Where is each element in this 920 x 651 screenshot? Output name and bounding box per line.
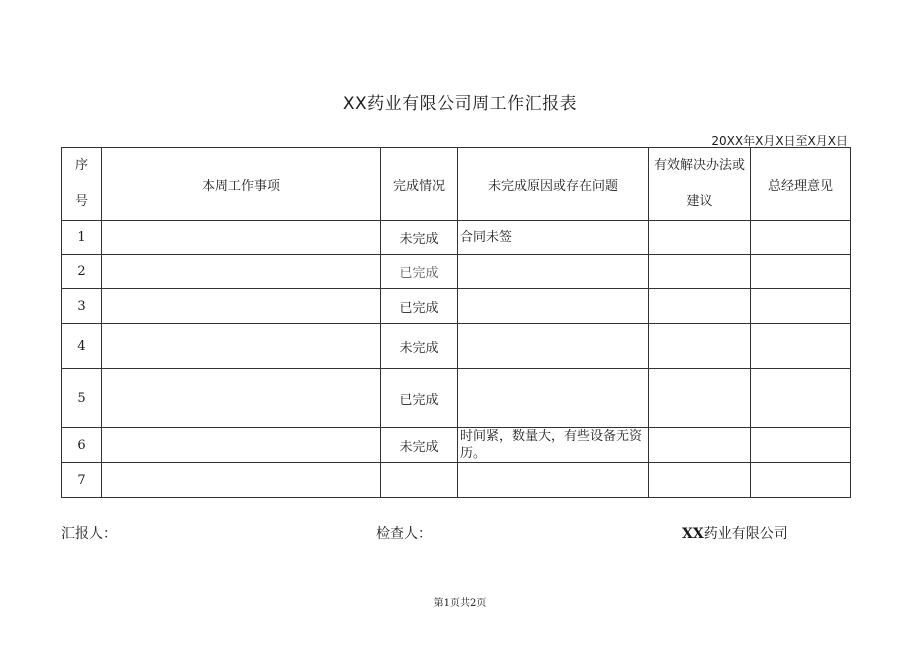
manager-cell[interactable] — [751, 324, 851, 369]
header-num-line1: 序 — [74, 158, 88, 173]
reason-cell[interactable] — [458, 369, 649, 428]
manager-cell[interactable] — [751, 221, 851, 255]
table-row — [62, 428, 851, 463]
status-cell[interactable]: 未完成 — [381, 324, 458, 369]
table-row — [62, 221, 851, 255]
page-number: 第1页共2页 — [433, 598, 487, 609]
reason-cell[interactable] — [458, 289, 649, 324]
reporter-label: 汇报人： — [61, 526, 117, 542]
header-solution-line1: 有效解决办法或 — [653, 158, 745, 173]
work-cell[interactable] — [102, 324, 381, 369]
row-num: 1 — [62, 221, 102, 255]
status-cell[interactable]: 已完成 — [381, 369, 458, 428]
status-cell[interactable]: 已完成 — [381, 255, 458, 289]
solution-cell[interactable] — [649, 221, 751, 255]
header-status: 完成情况 — [381, 148, 458, 221]
company-suffix: 药业有限公司 — [703, 526, 788, 542]
status-cell[interactable] — [381, 463, 458, 498]
report-table — [61, 147, 851, 498]
row-num: 3 — [62, 289, 102, 324]
status-cell[interactable]: 未完成 — [381, 428, 458, 463]
row-num: 7 — [62, 463, 102, 498]
date-range: 20XX年X月X日至X月X日 — [711, 134, 848, 148]
solution-cell[interactable] — [649, 289, 751, 324]
table-row — [62, 255, 851, 289]
status-cell[interactable]: 已完成 — [381, 289, 458, 324]
manager-cell[interactable] — [751, 289, 851, 324]
table-row — [62, 289, 851, 324]
header-manager: 总经理意见 — [751, 148, 851, 221]
work-cell[interactable] — [102, 289, 381, 324]
table-row — [62, 369, 851, 428]
manager-cell[interactable] — [751, 255, 851, 289]
reason-cell[interactable] — [458, 324, 649, 369]
table-row — [62, 463, 851, 498]
solution-cell[interactable] — [649, 255, 751, 289]
status-cell[interactable]: 未完成 — [381, 221, 458, 255]
header-num-line2: 号 — [74, 194, 88, 209]
solution-cell[interactable] — [649, 428, 751, 463]
work-cell[interactable] — [102, 369, 381, 428]
solution-cell[interactable] — [649, 324, 751, 369]
work-cell[interactable] — [102, 428, 381, 463]
reason-cell[interactable] — [458, 255, 649, 289]
work-cell[interactable] — [102, 221, 381, 255]
checker-label: 检查人： — [376, 526, 432, 542]
reason-cell[interactable] — [458, 463, 649, 498]
table-row — [62, 324, 851, 369]
manager-cell[interactable] — [751, 369, 851, 428]
work-cell[interactable] — [102, 463, 381, 498]
row-num: 4 — [62, 324, 102, 369]
reason-cell[interactable]: 时间紧，数量大，有些设备无资历。 — [458, 428, 649, 463]
row-num: 5 — [62, 369, 102, 428]
header-solution — [649, 148, 751, 221]
company-name — [682, 523, 788, 543]
manager-cell[interactable] — [751, 463, 851, 498]
page-title: XX药业有限公司周工作汇报表 — [342, 94, 578, 114]
header-reason: 未完成原因或存在问题 — [458, 148, 649, 221]
header-solution-line2: 建议 — [686, 194, 713, 209]
row-num: 6 — [62, 428, 102, 463]
reason-cell[interactable]: 合同未签 — [458, 221, 649, 255]
solution-cell[interactable] — [649, 463, 751, 498]
company-prefix: XX — [682, 526, 704, 542]
header-row — [62, 148, 851, 221]
manager-cell[interactable] — [751, 428, 851, 463]
header-num — [62, 148, 102, 221]
header-work-items: 本周工作事项 — [102, 148, 381, 221]
solution-cell[interactable] — [649, 369, 751, 428]
work-cell[interactable] — [102, 255, 381, 289]
row-num: 2 — [62, 255, 102, 289]
